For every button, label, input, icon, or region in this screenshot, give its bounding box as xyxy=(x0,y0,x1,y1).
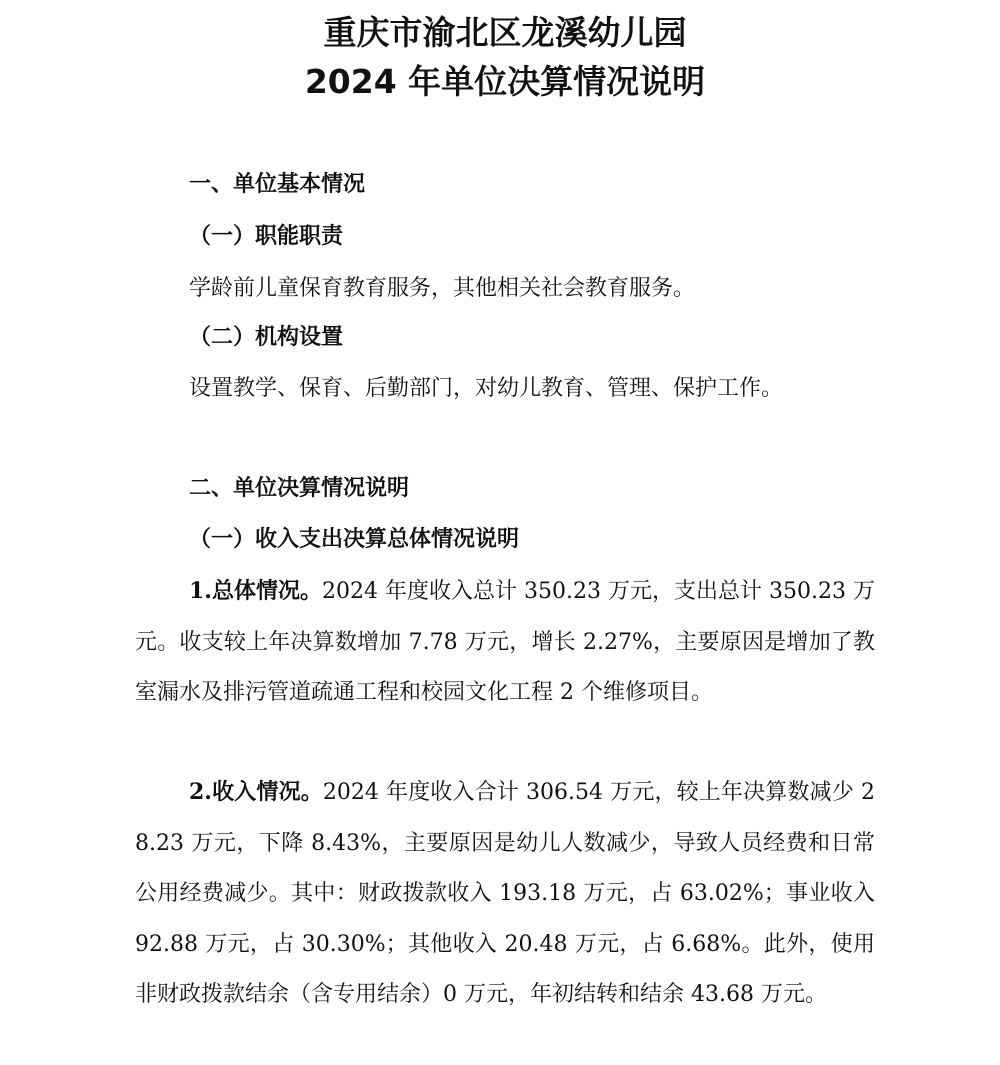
paragraph-overall-text: 2024 年度收入总计 350.23 万元，支出总计 350.23 万元。收支较上年决算数增加 7.78 万元，增长 2.27%，主要原因是增加了教室漏水及排污管道疏通工程和校园文化工程 2 个维修项目。 xyxy=(135,579,875,705)
document-title-line2: 2024 年单位决算情况说明 xyxy=(304,62,706,101)
section2-sub1-heading: （一）收入支出决算总体情况说明 xyxy=(189,526,520,552)
section1-sub2-text: 设置教学、保育、后勤部门，对幼儿教育、管理、保护工作。 xyxy=(189,376,784,401)
paragraph-overall-lead: 1.总体情况。 xyxy=(189,578,322,604)
paragraph-overall xyxy=(135,566,875,719)
paragraph-income-text: 2024 年度收入合计 306.54 万元，较上年决算数减少 28.23 万元，下降 8.43%，主要原因是幼儿人数减少，导致人员经费和日常公用经费减少。其中：财政拨款收入 193.18 万元，占 63.02%；事业收入 92.88 万元，占 30.30%；其他收入 20.48 万元，占 6.68%。此外，使用非财政拨款结余（含专用结余）0 万元，年初结转和结余 43.68 万元。 xyxy=(135,780,875,1007)
document-page xyxy=(135,0,875,1007)
document-title-line1: 重庆市渝北区龙溪幼儿园 xyxy=(323,13,687,52)
section1-sub1-text: 学龄前儿童保育教育服务，其他相关社会教育服务。 xyxy=(189,276,696,301)
paragraph-income xyxy=(135,767,875,1021)
section1-sub1-heading: （一）职能职责 xyxy=(189,223,344,249)
section1-sub2-heading: （二）机构设置 xyxy=(189,324,344,350)
paragraph-income-lead: 2.收入情况。 xyxy=(189,779,323,805)
section2-heading: 二、单位决算情况说明 xyxy=(189,476,410,501)
section1-heading: 一、单位基本情况 xyxy=(189,172,366,197)
